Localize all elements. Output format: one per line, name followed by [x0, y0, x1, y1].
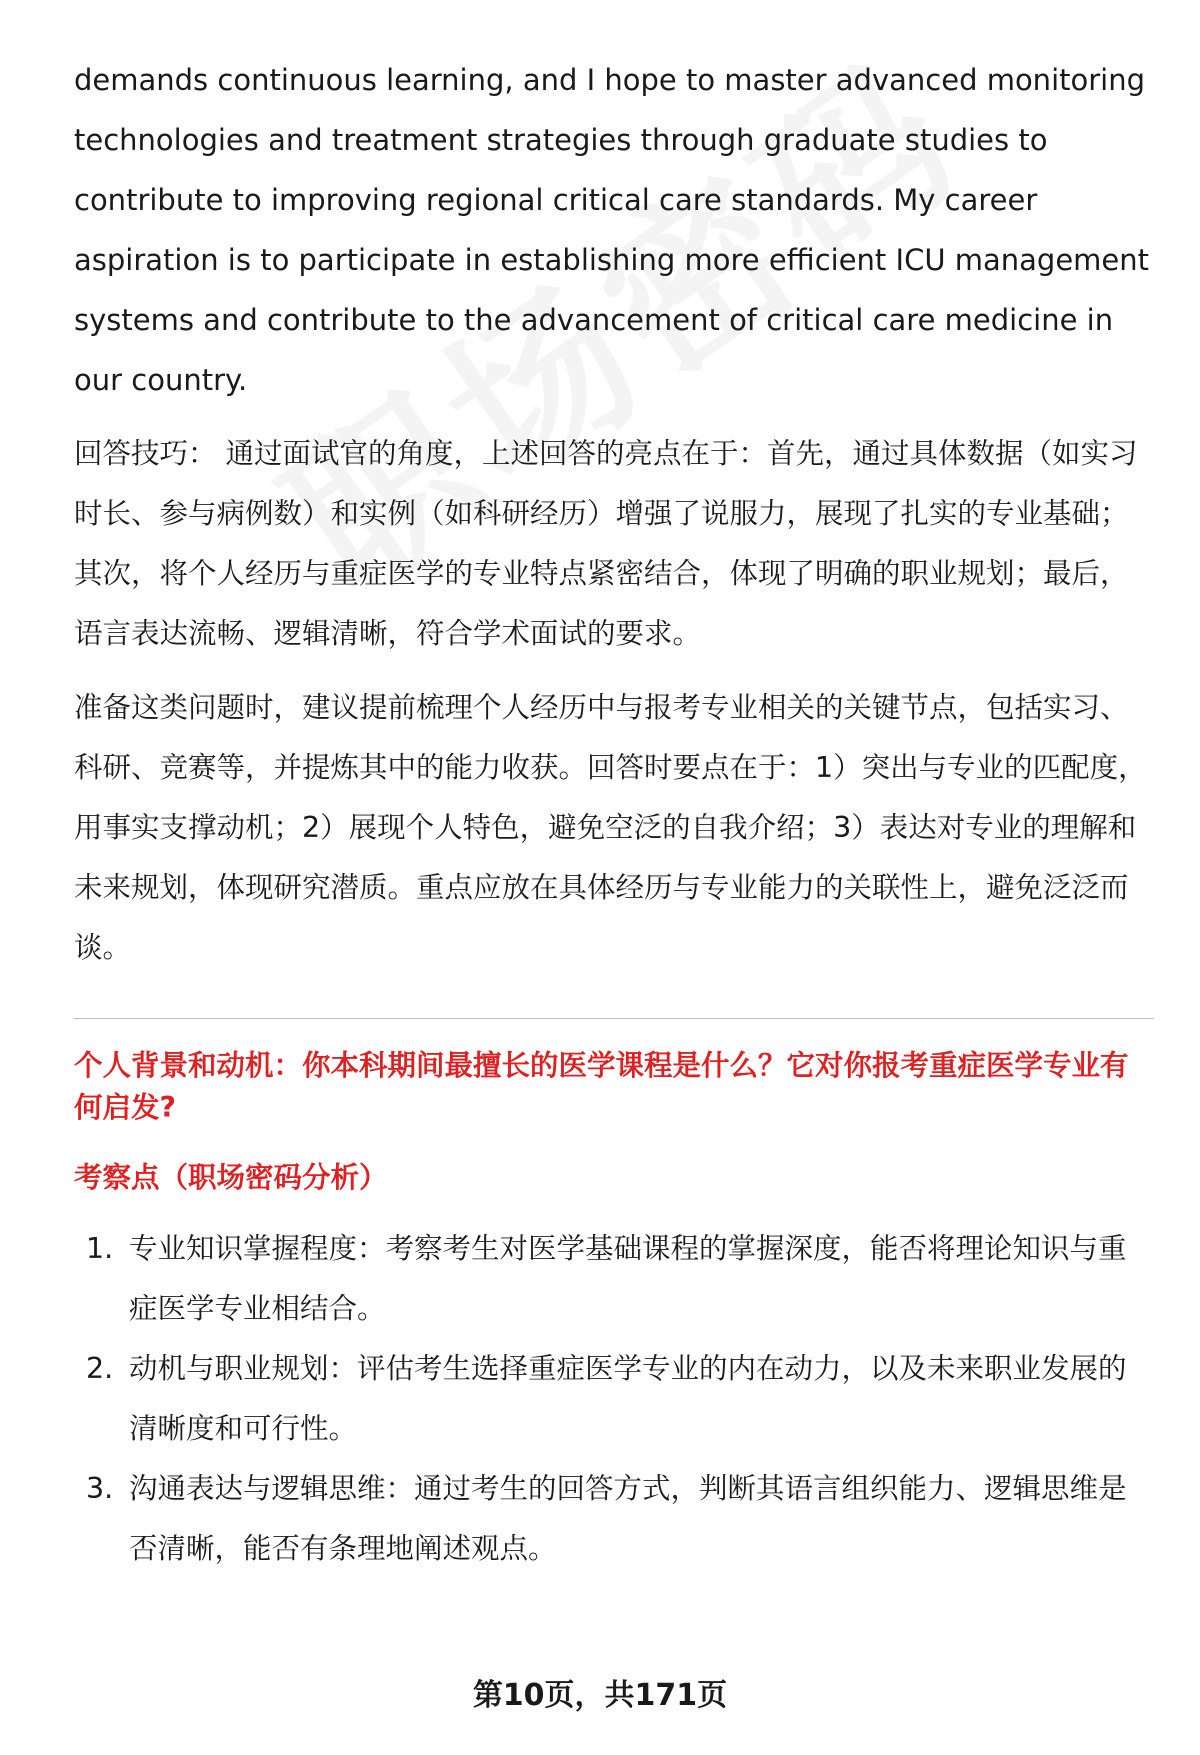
analysis-heading: 考察点（职场密码分析） [74, 1161, 388, 1194]
list-item-number: 3. [86, 1472, 114, 1505]
intro-paragraph: demands continuous learning, and I hope to master advanced monitoring technologies and treatment strategies through graduate studies to contribute to improving regional critical care standards. My career aspiration is to participate in establishing more efficient ICU management systems and contribute to the advancement of critical care medicine in our country. [74, 63, 1150, 397]
analysis-points-list [74, 1219, 1154, 1579]
list-item-number: 2. [86, 1352, 114, 1385]
list-item [74, 1339, 1154, 1459]
list-item-text: 动机与职业规划：评估考生选择重症医学专业的内在动力，以及未来职业发展的清晰度和可行性。 [129, 1352, 1127, 1445]
page-content [74, 50, 1154, 1579]
list-item-number: 1. [86, 1232, 114, 1265]
list-item [74, 1459, 1154, 1579]
tips-paragraph: 回答技巧： 通过面试官的角度，上述回答的亮点在于：首先，通过具体数据（如实习时长、参与病例数）和实例（如科研经历）增强了说服力，展现了扎实的专业基础；其次，将个人经历与重症医学的专业特点紧密结合，体现了明确的职业规划；最后，语言表达流畅、逻辑清晰，符合学术面试的要求。 [74, 437, 1138, 650]
list-item-text: 专业知识掌握程度：考察考生对医学基础课程的掌握深度，能否将理论知识与重症医学专业相结合。 [129, 1232, 1127, 1325]
question-heading: 个人背景和动机：你本科期间最擅长的医学课程是什么？它对你报考重症医学专业有何启发? [74, 1049, 1129, 1124]
list-item [74, 1219, 1154, 1339]
list-item-text: 沟通表达与逻辑思维：通过考生的回答方式，判断其语言组织能力、逻辑思维是否清晰，能否有条理地阐述观点。 [129, 1472, 1127, 1565]
page-number-footer: 第10页，共171页 [472, 1678, 728, 1713]
section-divider [74, 1018, 1154, 1019]
prep-paragraph: 准备这类问题时，建议提前梳理个人经历中与报考专业相关的关键节点，包括实习、科研、竞赛等，并提炼其中的能力收获。回答时要点在于：1）突出与专业的匹配度，用事实支撑动机；2）展现个人特色，避免空泛的自我介绍；3）表达对专业的理解和未来规划，体现研究潜质。重点应放在具体经历与专业能力的关联性上，避免泛泛而谈。 [74, 691, 1147, 964]
